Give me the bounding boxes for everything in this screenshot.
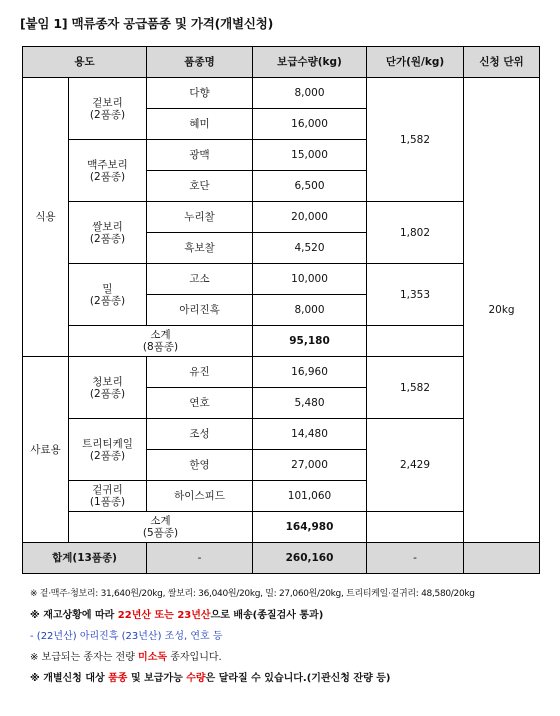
price-cell: 1,802: [367, 202, 464, 264]
variety-cell: 조성: [147, 419, 253, 450]
total-quantity: 260,160: [253, 543, 367, 574]
price-cell: 2,429: [367, 419, 464, 512]
table-header-row: [23, 47, 540, 78]
total-label: 합계(13품종): [23, 543, 147, 574]
subtotal-price-empty: [367, 512, 464, 543]
subtotal-label: 소계 (5품종): [69, 512, 253, 543]
seed-price-table: [22, 46, 540, 574]
quantity-cell: 14,480: [253, 419, 367, 450]
crop-cell: 쌀보리 (2품종): [69, 202, 147, 264]
header-cell: 신청 단위: [464, 47, 540, 78]
table-row: [23, 202, 540, 233]
quantity-cell: 8,000: [253, 78, 367, 109]
note-prices: ※ 겉·맥주·청보리: 31,640원/20kg, 쌀보리: 36,040원/20kg, 밀: 27,060원/20kg, 트리티케일·겉귀리: 48,580/20kg: [30, 589, 475, 599]
subtotal-quantity: 95,180: [253, 326, 367, 357]
subtotal-row: [23, 512, 540, 543]
header-cell: 품종명: [147, 47, 253, 78]
note-subject-change: ※ 개별신청 대상 품종 및 보급가능 수량은 달라질 수 있습니다.(기관신청 잔량 등): [30, 673, 391, 684]
quantity-cell: 16,960: [253, 357, 367, 388]
header-cell: 보급수량(kg): [253, 47, 367, 78]
variety-cell: 흑보찰: [147, 233, 253, 264]
variety-cell: 혜미: [147, 109, 253, 140]
quantity-cell: 16,000: [253, 109, 367, 140]
variety-cell: 연호: [147, 388, 253, 419]
page-title: [붙임 1] 맥류종자 공급품종 및 가격(개별신청): [20, 16, 274, 31]
quantity-cell: 10,000: [253, 264, 367, 295]
usage-cell: 식용: [23, 78, 69, 357]
crop-cell: 트리티케일 (2품종): [69, 419, 147, 481]
quantity-cell: 5,480: [253, 388, 367, 419]
header-cell: 단가(원/kg): [367, 47, 464, 78]
variety-cell: 다향: [147, 78, 253, 109]
variety-cell: 호단: [147, 171, 253, 202]
total-variety: -: [147, 543, 253, 574]
crop-cell: 청보리 (2품종): [69, 357, 147, 419]
table-row: [23, 264, 540, 295]
header-cell: 용도: [23, 47, 147, 78]
quantity-cell: 15,000: [253, 140, 367, 171]
variety-cell: 고소: [147, 264, 253, 295]
variety-cell: 하이스피드: [147, 481, 253, 512]
subtotal-label: 소계 (8품종): [69, 326, 253, 357]
crop-cell: 밀 (2품종): [69, 264, 147, 326]
notes: [30, 584, 550, 689]
variety-cell: 아리진흑: [147, 295, 253, 326]
total-row: [23, 543, 540, 574]
note-harvest-year: ※ 재고상황에 따라 22년산 또는 23년산으로 배송(종질검사 통과): [30, 610, 324, 621]
unit-cell: 20kg: [464, 78, 540, 543]
quantity-cell: 4,520: [253, 233, 367, 264]
quantity-cell: 101,060: [253, 481, 367, 512]
usage-cell: 사료용: [23, 357, 69, 543]
variety-cell: 광맥: [147, 140, 253, 171]
crop-cell: 겉보리 (2품종): [69, 78, 147, 140]
total-price: -: [367, 543, 464, 574]
table-row: [23, 78, 540, 109]
variety-cell: 유진: [147, 357, 253, 388]
table-row: [23, 357, 540, 388]
quantity-cell: 20,000: [253, 202, 367, 233]
crop-cell: 겉귀리 (1품종): [69, 481, 147, 512]
variety-cell: 누리찰: [147, 202, 253, 233]
note-harvest-example: - (22년산) 아리진흑 (23년산) 조성, 연호 등: [30, 631, 223, 642]
quantity-cell: 8,000: [253, 295, 367, 326]
subtotal-price-empty: [367, 326, 464, 357]
table-row: [23, 419, 540, 450]
price-cell: 1,582: [367, 78, 464, 202]
price-cell: 1,353: [367, 264, 464, 326]
crop-cell: 맥주보리 (2품종): [69, 140, 147, 202]
subtotal-row: [23, 326, 540, 357]
total-unit-empty: [464, 543, 540, 574]
subtotal-quantity: 164,980: [253, 512, 367, 543]
note-untreated: ※ 보급되는 종자는 전량 미소독 종자입니다.: [30, 652, 222, 663]
price-cell: 1,582: [367, 357, 464, 419]
quantity-cell: 27,000: [253, 450, 367, 481]
quantity-cell: 6,500: [253, 171, 367, 202]
variety-cell: 한영: [147, 450, 253, 481]
